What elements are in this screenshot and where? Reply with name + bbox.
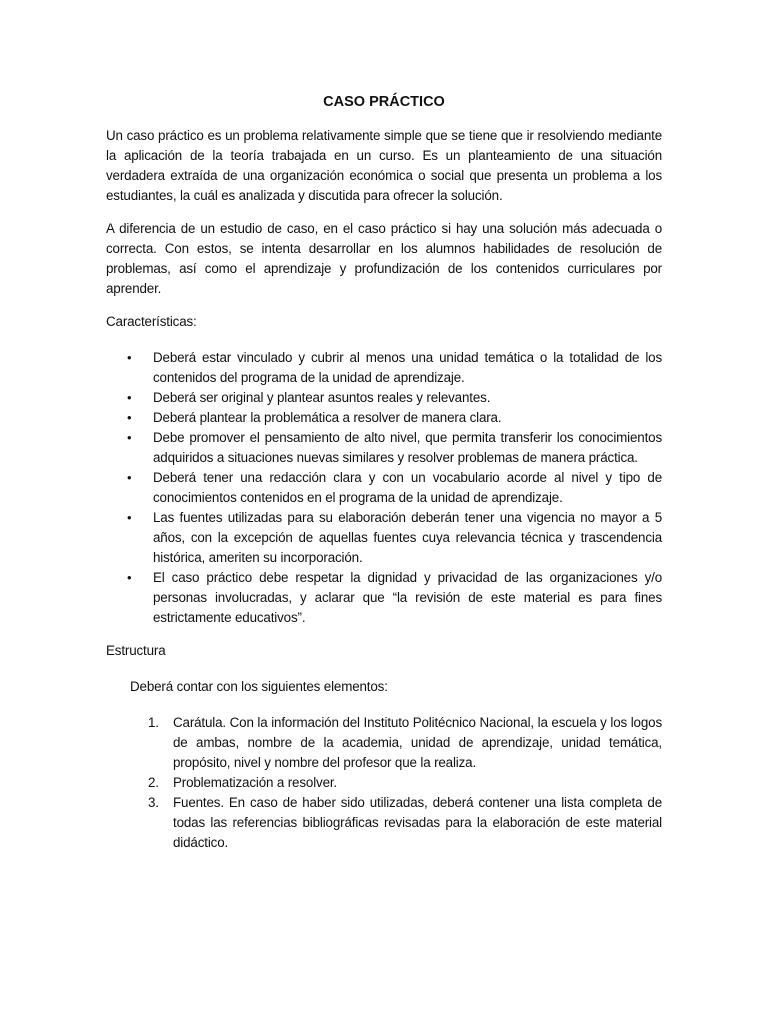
structure-intro: Deberá contar con los siguientes elementos: xyxy=(130,679,388,694)
list-item-text: Problematización a resolver. xyxy=(173,775,338,790)
list-item xyxy=(106,388,662,408)
list-item xyxy=(106,468,662,508)
list-number: 3. xyxy=(148,795,159,810)
list-item xyxy=(106,568,662,628)
bullet-icon: • xyxy=(127,510,132,525)
list-item xyxy=(106,508,662,568)
list-item-text: El caso práctico debe respetar la dignidad y privacidad de las organizaciones y/o personas involucradas, y aclarar que “la revisión de este material es para fines estrictamente educativos”. xyxy=(153,570,662,625)
list-number: 1. xyxy=(148,715,159,730)
bullet-icon: • xyxy=(127,430,132,445)
list-item-text: Deberá plantear la problemática a resolver de manera clara. xyxy=(153,410,502,425)
list-item-text: Fuentes. En caso de haber sido utilizadas, deberá contener una lista completa de todas las referencias bibliográficas revisadas para la elaboración de este material didáctico. xyxy=(173,795,662,850)
list-item-text: Deberá ser original y plantear asuntos reales y relevantes. xyxy=(153,390,491,405)
list-item-text: Deberá estar vinculado y cubrir al menos una unidad temática o la totalidad de los contenidos del programa de la unidad de aprendizaje. xyxy=(153,350,662,385)
comparison-paragraph: A diferencia de un estudio de caso, en el caso práctico si hay una solución más adecuada o correcta. Con estos, se intenta desarrollar en los alumnos habilidades de resolución de problemas, así como el aprendizaje y profundización de los contenidos curriculares por aprender. xyxy=(106,221,662,296)
document-body xyxy=(106,92,662,853)
bullet-icon: • xyxy=(127,570,132,585)
structure-heading: Estructura xyxy=(106,643,166,658)
list-item-text: Las fuentes utilizadas para su elaboración deberán tener una vigencia no mayor a 5 años, con la excepción de aquellas fuentes cuya relevancia técnica y trascendencia histórica, ameriten su incorporación. xyxy=(153,510,662,565)
bullet-icon: • xyxy=(127,390,132,405)
list-item-text: Deberá tener una redacción clara y con un vocabulario acorde al nivel y tipo de conocimientos contenidos en el programa de la unidad de aprendizaje. xyxy=(153,470,662,505)
page-title: CASO PRÁCTICO xyxy=(323,94,445,110)
list-item xyxy=(106,348,662,388)
list-item-text: Carátula. Con la información del Instituto Politécnico Nacional, la escuela y los logos de ambas, nombre de la academia, unidad de aprendizaje, unidad temática, propósito, nivel y nombre del profesor que la realiza. xyxy=(173,715,662,770)
list-item xyxy=(106,793,662,853)
characteristics-heading: Características: xyxy=(106,314,197,329)
intro-paragraph: Un caso práctico es un problema relativamente simple que se tiene que ir resolviendo mediante la aplicación de la teoría trabajada en un curso. Es un planteamiento de una situación verdadera extraída de una organización económica o social que presenta un problema a los estudiantes, la cuál es analizada y discutida para ofrecer la solución. xyxy=(106,128,662,203)
list-item xyxy=(106,713,662,773)
list-number: 2. xyxy=(148,775,159,790)
list-item xyxy=(106,428,662,468)
list-item-text: Debe promover el pensamiento de alto nivel, que permita transferir los conocimientos adquiridos a situaciones nuevas similares y resolver problemas de manera práctica. xyxy=(153,430,662,465)
bullet-icon: • xyxy=(127,350,132,365)
characteristics-list xyxy=(106,348,662,628)
structure-list xyxy=(106,713,662,853)
list-item xyxy=(106,408,662,428)
bullet-icon: • xyxy=(127,410,132,425)
bullet-icon: • xyxy=(127,470,132,485)
list-item xyxy=(106,773,662,793)
